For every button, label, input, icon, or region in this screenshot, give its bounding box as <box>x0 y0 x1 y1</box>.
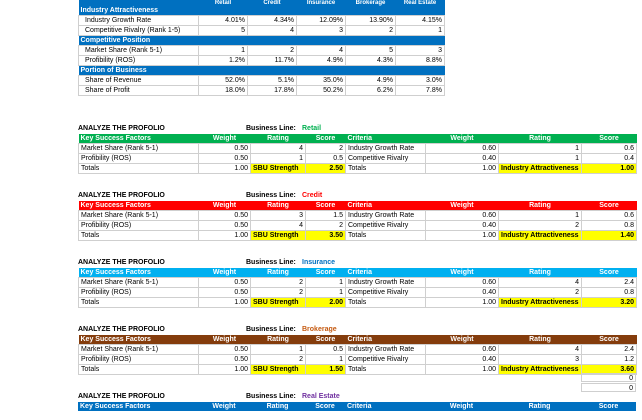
cell-value[interactable]: 2 <box>346 26 396 36</box>
cell-value[interactable]: 17.8% <box>248 86 297 96</box>
cell-value[interactable]: 2 <box>499 221 582 231</box>
industry-attractiveness-value[interactable]: 1.40 <box>582 231 637 241</box>
header-cell[interactable]: Weight <box>198 402 250 411</box>
cell-value[interactable]: 1 <box>499 154 582 164</box>
section-title[interactable]: Industry Attractiveness <box>79 6 199 16</box>
totals-row <box>79 365 637 375</box>
header-cell[interactable]: Rating <box>251 335 306 345</box>
cell-value[interactable]: 0.40 <box>426 221 499 231</box>
cell-value[interactable]: 4 <box>499 278 582 288</box>
header-cell[interactable]: Rating <box>251 134 306 144</box>
cell-value[interactable]: 5 <box>346 46 396 56</box>
factor-label[interactable]: Profibility (ROS) <box>79 154 199 164</box>
header-cell[interactable]: Key Success Factors <box>79 201 199 211</box>
cell-value[interactable]: 8.8% <box>396 56 445 66</box>
cell-value[interactable]: 0.50 <box>199 144 251 154</box>
header-cell[interactable]: Criteria <box>346 268 426 278</box>
cell-value[interactable]: 3 <box>251 211 306 221</box>
table-row <box>79 26 445 36</box>
section-header <box>79 6 445 16</box>
table-row <box>79 221 637 231</box>
header-cell[interactable]: Rating <box>499 268 582 278</box>
section-header <box>79 66 445 76</box>
business-line-label: Business Line: <box>246 259 296 266</box>
table-row <box>79 154 637 164</box>
factor-label[interactable]: Market Share (Rank 5-1) <box>79 345 199 355</box>
factor-label[interactable]: Market Share (Rank 5-1) <box>79 278 199 288</box>
cell-value[interactable]: 4.9% <box>297 56 346 66</box>
cell-value[interactable]: 12.09% <box>297 16 346 26</box>
scoring-table <box>78 201 637 241</box>
cell-value[interactable]: 5 <box>199 26 248 36</box>
cell-value[interactable]: 4 <box>251 221 306 231</box>
cell-value[interactable]: 1.00 <box>199 231 251 241</box>
cell-value[interactable]: 1 <box>499 211 582 221</box>
cell-value[interactable]: 4.15% <box>396 16 445 26</box>
column-header[interactable]: Retail <box>199 0 248 6</box>
cell-value[interactable]: 1.00 <box>426 164 499 174</box>
header-cell[interactable]: Weight <box>199 201 251 211</box>
business-line-label: Business Line: <box>246 125 296 132</box>
cell-value[interactable]: 1.00 <box>426 298 499 308</box>
cell-value[interactable]: 1 <box>199 46 248 56</box>
header-cell[interactable]: Key Success Factors <box>78 402 198 411</box>
criteria-label[interactable]: Competitive Rivalry <box>346 288 426 298</box>
industry-attractiveness-value[interactable]: 3.60 <box>582 365 637 375</box>
cell-value[interactable]: 2 <box>499 288 582 298</box>
cell-value[interactable]: 1.00 <box>426 231 499 241</box>
cell-value[interactable]: 4.3% <box>346 56 396 66</box>
cell-value[interactable]: 1.5 <box>306 211 346 221</box>
header-cell[interactable]: Score <box>582 335 637 345</box>
row-label[interactable]: Share of Profit <box>79 86 199 96</box>
scoring-table <box>78 134 637 174</box>
cell-value[interactable]: 52.0% <box>199 76 248 86</box>
totals-label[interactable]: Totals <box>79 298 199 308</box>
cell-value[interactable]: 1.00 <box>426 365 499 375</box>
cell-value[interactable]: 35.0% <box>297 76 346 86</box>
header-cell[interactable]: Score <box>582 201 637 211</box>
cell-value[interactable]: 2 <box>251 278 306 288</box>
cell-value[interactable]: 2 <box>306 221 346 231</box>
cell-value[interactable]: 1 <box>306 278 346 288</box>
cell-value[interactable]: 0.50 <box>199 288 251 298</box>
table-row <box>79 355 637 365</box>
cell-value[interactable]: 0.60 <box>426 211 499 221</box>
header-row <box>78 402 636 411</box>
cell-value[interactable]: 0.50 <box>199 355 251 365</box>
row-label[interactable]: Market Share (Rank 5-1) <box>79 46 199 56</box>
totals-label[interactable]: Totals <box>79 231 199 241</box>
cell-value[interactable]: 0.40 <box>426 355 499 365</box>
header-cell[interactable]: Score <box>581 402 636 411</box>
header-cell[interactable]: Weight <box>426 201 499 211</box>
cell-value[interactable]: 3.0% <box>396 76 445 86</box>
cell-value[interactable]: 0.50 <box>199 278 251 288</box>
analyze-title: ANALYZE THE PROFOLIO <box>78 393 165 400</box>
header-cell[interactable]: Rating <box>499 335 582 345</box>
summary-table <box>78 0 445 96</box>
sbu-strength-value[interactable]: 3.50 <box>306 231 346 241</box>
cell-value[interactable]: 4 <box>499 345 582 355</box>
analyze-title: ANALYZE THE PROFOLIO <box>78 192 165 199</box>
cell-value[interactable]: 4 <box>297 46 346 56</box>
totals-row <box>79 164 637 174</box>
cell-value[interactable]: 0.50 <box>199 211 251 221</box>
table-row <box>79 56 445 66</box>
sbu-strength-value[interactable]: 1.50 <box>306 365 346 375</box>
sbu-strength-value[interactable]: 2.00 <box>306 298 346 308</box>
table-row <box>79 144 637 154</box>
sbu-strength-label[interactable]: SBU Strength <box>251 298 306 308</box>
table-row <box>79 76 445 86</box>
header-cell[interactable]: Rating <box>499 134 582 144</box>
industry-attractiveness-value[interactable]: 3.20 <box>582 298 637 308</box>
extra-cell[interactable]: 0 <box>581 383 636 392</box>
header-cell[interactable]: Score <box>306 134 346 144</box>
cell-value[interactable]: 6.2% <box>346 86 396 96</box>
industry-attractiveness-label[interactable]: Industry Attractiveness <box>499 164 582 174</box>
cell-value[interactable]: 2.4 <box>582 278 637 288</box>
cell-value[interactable]: 0.50 <box>199 345 251 355</box>
cell-value[interactable]: 3 <box>297 26 346 36</box>
column-header[interactable]: Brokerage <box>346 0 396 6</box>
cell-value[interactable]: 0.60 <box>426 144 499 154</box>
totals-label[interactable]: Totals <box>79 164 199 174</box>
industry-attractiveness-value[interactable]: 1.00 <box>582 164 637 174</box>
header-cell[interactable]: Criteria <box>345 402 425 411</box>
sbu-strength-value[interactable]: 2.50 <box>306 164 346 174</box>
row-label[interactable]: Competitive Rivalry (Rank 1-5) <box>79 26 199 36</box>
header-cell[interactable]: Score <box>305 402 345 411</box>
cell-value[interactable]: 4 <box>248 26 297 36</box>
cell-value[interactable]: 2.4 <box>582 345 637 355</box>
column-header[interactable]: Insurance <box>297 0 346 6</box>
header-cell[interactable]: Criteria <box>346 134 426 144</box>
cell-value[interactable]: 0.4 <box>582 154 637 164</box>
cell-value[interactable]: 2 <box>251 355 306 365</box>
scoring-table <box>78 402 636 411</box>
scoring-table <box>78 335 637 375</box>
header-row <box>79 201 637 211</box>
header-cell[interactable]: Criteria <box>346 201 426 211</box>
table-row <box>79 46 445 56</box>
cell-value[interactable]: 1 <box>499 144 582 154</box>
cell-value[interactable]: 4.01% <box>199 16 248 26</box>
table-row <box>79 278 637 288</box>
cell-value[interactable]: 0.50 <box>199 154 251 164</box>
sbu-strength-label[interactable]: SBU Strength <box>251 164 306 174</box>
factor-label[interactable]: Profibility (ROS) <box>79 355 199 365</box>
header-cell[interactable]: Score <box>306 201 346 211</box>
cell-value[interactable]: 1.00 <box>199 164 251 174</box>
sbu-strength-label[interactable]: SBU Strength <box>251 231 306 241</box>
cell-value[interactable]: 1 <box>306 288 346 298</box>
factor-label[interactable]: Market Share (Rank 5-1) <box>79 211 199 221</box>
cell-value[interactable]: 0.50 <box>199 221 251 231</box>
table-row <box>79 211 637 221</box>
analyze-title: ANALYZE THE PROFOLIO <box>78 125 165 132</box>
cell-value[interactable]: 0.60 <box>426 345 499 355</box>
totals-label[interactable]: Totals <box>346 164 426 174</box>
header-cell[interactable]: Score <box>582 268 637 278</box>
business-line-value: Insurance <box>302 259 336 266</box>
header-cell[interactable]: Rating <box>250 402 305 411</box>
cell-value[interactable]: 5.1% <box>248 76 297 86</box>
cell-value[interactable]: 0.5 <box>306 345 346 355</box>
table-row <box>79 345 637 355</box>
header-cell[interactable]: Key Success Factors <box>79 134 199 144</box>
column-header[interactable]: Credit <box>248 0 297 6</box>
header-cell[interactable]: Key Success Factors <box>79 268 199 278</box>
cell-value[interactable]: 3 <box>396 46 445 56</box>
cell-value[interactable]: 1.2 <box>582 355 637 365</box>
cell-value[interactable]: 0.6 <box>582 211 637 221</box>
section-title[interactable]: Portion of Business <box>79 66 199 76</box>
header-cell[interactable]: Weight <box>426 335 499 345</box>
business-line-value: Retail <box>302 125 322 132</box>
cell-value[interactable]: 2 <box>248 46 297 56</box>
header-cell[interactable]: Weight <box>426 134 499 144</box>
industry-attractiveness-label[interactable]: Industry Attractiveness <box>499 298 582 308</box>
totals-label[interactable]: Totals <box>346 365 426 375</box>
scoring-table <box>78 268 637 308</box>
table-row <box>79 16 445 26</box>
header-cell[interactable]: Weight <box>425 402 498 411</box>
business-line-label: Business Line: <box>246 393 296 400</box>
cell-value[interactable]: 13.90% <box>346 16 396 26</box>
header-row <box>79 335 637 345</box>
criteria-label[interactable]: Competitive Rivalry <box>346 221 426 231</box>
business-line-label: Business Line: <box>246 192 296 199</box>
section-header <box>79 36 445 46</box>
industry-attractiveness-label[interactable]: Industry Attractiveness <box>499 365 582 375</box>
criteria-label[interactable]: Competitive Rivalry <box>346 154 426 164</box>
totals-label[interactable]: Totals <box>79 365 199 375</box>
row-label[interactable]: Profibility (ROS) <box>79 56 199 66</box>
cell-value[interactable]: 1 <box>251 345 306 355</box>
criteria-label[interactable]: Industry Growth Rate <box>346 278 426 288</box>
cell-value[interactable]: 3 <box>499 355 582 365</box>
cell-value[interactable]: 0.40 <box>426 288 499 298</box>
header-cell[interactable]: Rating <box>251 268 306 278</box>
criteria-label[interactable]: Competitive Rivalry <box>346 355 426 365</box>
totals-row <box>79 231 637 241</box>
header-cell[interactable]: Rating <box>251 201 306 211</box>
row-label[interactable]: Industry Growth Rate <box>79 16 199 26</box>
cell-value[interactable]: 11.7% <box>248 56 297 66</box>
header-cell[interactable]: Criteria <box>346 335 426 345</box>
cell-value[interactable]: 4 <box>251 144 306 154</box>
analyze-title: ANALYZE THE PROFOLIO <box>78 326 165 333</box>
cell-value[interactable]: 18.0% <box>199 86 248 96</box>
cell-value[interactable]: 1 <box>396 26 445 36</box>
totals-label[interactable]: Totals <box>346 231 426 241</box>
cell-value[interactable]: 2 <box>251 288 306 298</box>
cell-value[interactable]: 4.34% <box>248 16 297 26</box>
cell-value[interactable]: 1.2% <box>199 56 248 66</box>
table-row <box>79 288 637 298</box>
business-line-value: Brokerage <box>302 326 337 333</box>
cell-value[interactable]: 1.00 <box>199 298 251 308</box>
business-line-value: Credit <box>302 192 323 199</box>
extra-cell[interactable]: 0 <box>581 373 636 382</box>
cell-value[interactable]: 4.9% <box>346 76 396 86</box>
business-line-value: Real Estate <box>302 393 340 400</box>
factor-label[interactable]: Profibility (ROS) <box>79 221 199 231</box>
cell-value[interactable]: 2 <box>306 144 346 154</box>
factor-label[interactable]: Profibility (ROS) <box>79 288 199 298</box>
cell-value[interactable]: 0.60 <box>426 278 499 288</box>
cell-value[interactable]: 0.6 <box>582 144 637 154</box>
header-cell[interactable]: Score <box>306 335 346 345</box>
business-line-label: Business Line: <box>246 326 296 333</box>
cell-value[interactable]: 0.40 <box>426 154 499 164</box>
header-cell[interactable]: Weight <box>426 268 499 278</box>
table-row <box>79 86 445 96</box>
cell-value[interactable]: 50.2% <box>297 86 346 96</box>
header-cell[interactable]: Score <box>582 134 637 144</box>
header-cell[interactable]: Rating <box>498 402 581 411</box>
header-row <box>79 134 637 144</box>
cell-value[interactable]: 1 <box>306 355 346 365</box>
totals-label[interactable]: Totals <box>346 298 426 308</box>
row-label[interactable]: Share of Revenue <box>79 76 199 86</box>
cell-value[interactable]: 1.00 <box>199 365 251 375</box>
factor-label[interactable]: Market Share (Rank 5-1) <box>79 144 199 154</box>
criteria-label[interactable]: Industry Growth Rate <box>346 345 426 355</box>
industry-attractiveness-label[interactable]: Industry Attractiveness <box>499 231 582 241</box>
cell-value[interactable]: 0.8 <box>582 288 637 298</box>
cell-value[interactable]: 0.8 <box>582 221 637 231</box>
analyze-title: ANALYZE THE PROFOLIO <box>78 259 165 266</box>
totals-row <box>79 298 637 308</box>
sbu-strength-label[interactable]: SBU Strength <box>251 365 306 375</box>
column-header[interactable]: Real Estate <box>396 0 445 6</box>
header-cell[interactable]: Weight <box>199 134 251 144</box>
cell-value[interactable]: 7.8% <box>396 86 445 96</box>
header-cell[interactable]: Key Success Factors <box>79 335 199 345</box>
header-cell[interactable]: Rating <box>499 201 582 211</box>
cell-value[interactable]: 1 <box>251 154 306 164</box>
header-row <box>79 268 637 278</box>
section-title[interactable]: Competitive Position <box>79 36 199 46</box>
header-cell[interactable]: Weight <box>199 268 251 278</box>
criteria-label[interactable]: Industry Growth Rate <box>346 211 426 221</box>
header-cell[interactable]: Weight <box>199 335 251 345</box>
cell-value[interactable]: 0.5 <box>306 154 346 164</box>
header-cell[interactable]: Score <box>306 268 346 278</box>
criteria-label[interactable]: Industry Growth Rate <box>346 144 426 154</box>
